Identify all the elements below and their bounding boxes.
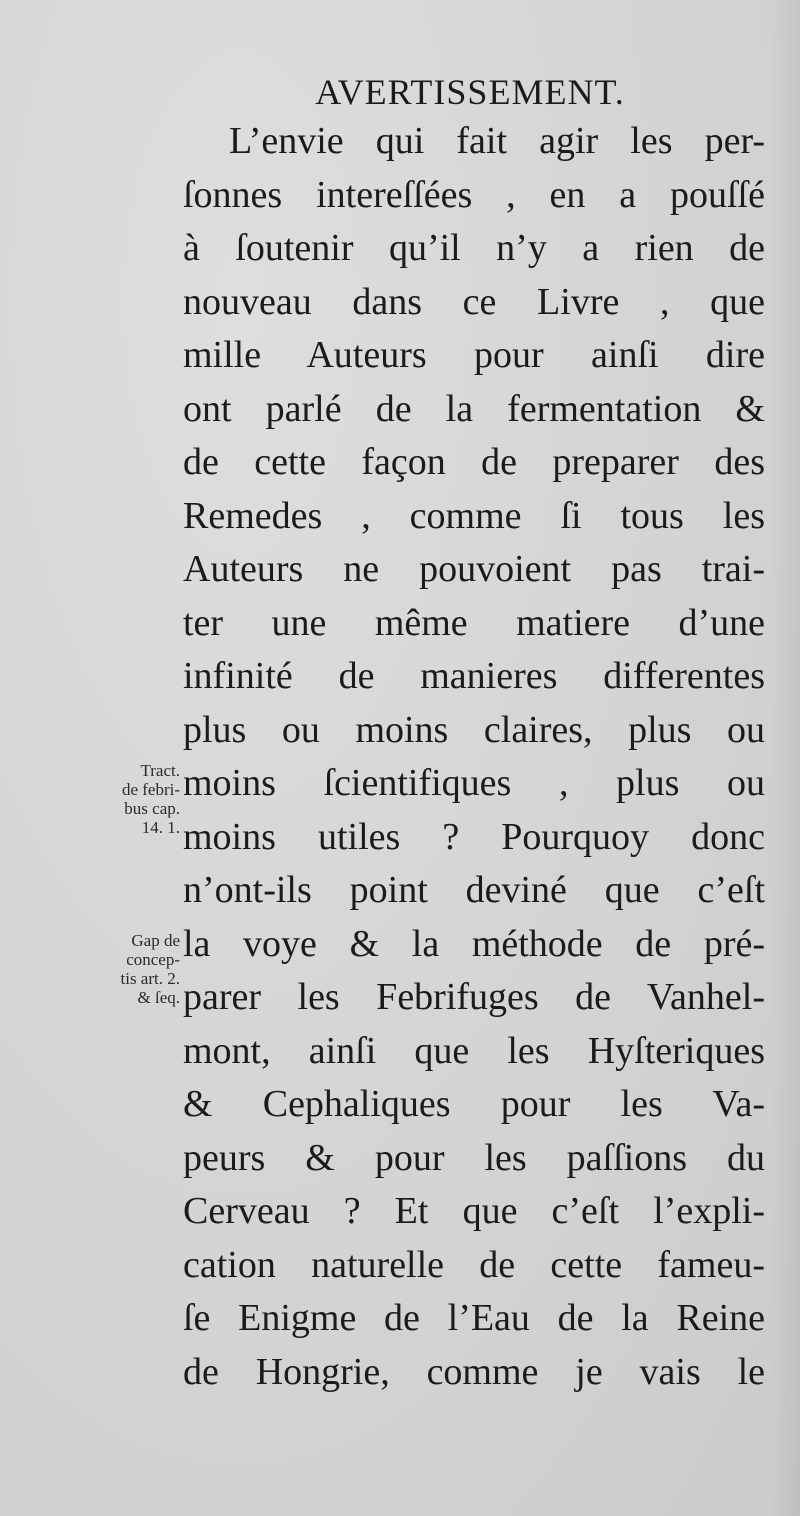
text-line: nouveau dans ce Livre , que — [183, 280, 765, 323]
text-line: ſonnes intereſſées , en a pouſſé — [183, 173, 765, 216]
text-line: plus ou moins claires, plus ou — [183, 708, 765, 751]
marginal-note-line: Gap de — [131, 931, 180, 950]
text-line: moins utiles ? Pourquoy donc — [183, 815, 765, 858]
text-line: n’ont-ils point deviné que c’eſt — [183, 869, 765, 911]
text-line: ter une même matiere d’une — [183, 601, 765, 644]
marginal-note-line: & ſeq. — [137, 988, 180, 1007]
text-line: infinité de manieres differentes — [183, 655, 765, 697]
text-line: peurs & pour les paſſions du — [183, 1136, 765, 1179]
text-line: mille Auteurs pour ainſi dire — [183, 334, 765, 376]
text-line: Remedes , comme ſi tous les — [183, 494, 765, 537]
text-line: ſe Enigme de l’Eau de la Reine — [183, 1297, 765, 1339]
marginal-note-line: tis art. 2. — [120, 969, 180, 988]
text-line: de cette façon de preparer des — [183, 441, 765, 483]
marginal-note-line: 14. 1. — [141, 818, 180, 837]
text-line: de Hongrie, comme je vais le — [183, 1350, 765, 1393]
marginal-note — [60, 761, 180, 837]
marginal-note-line: concep- — [126, 950, 180, 969]
text-line: moins ſcientifiques , plus ou — [183, 762, 765, 804]
text-line: parer les Febrifuges de Vanhel- — [183, 976, 765, 1018]
text-line: la voye & la méthode de pré- — [183, 922, 765, 965]
text-line: mont, ainſi que les Hyſteriques — [183, 1029, 765, 1072]
body-text — [183, 115, 765, 1399]
text-line: & Cephaliques pour les Va- — [183, 1083, 765, 1125]
text-line: cation naturelle de cette fameu- — [183, 1243, 765, 1286]
marginal-note-line: Tract. — [140, 761, 180, 780]
page-edge-shadow — [770, 0, 800, 1516]
marginal-note-line: de febri- — [121, 780, 180, 799]
marginal-note-line: bus cap. — [124, 799, 180, 818]
text-line: L’envie qui fait agir les per- — [229, 120, 765, 162]
text-line: Auteurs ne pouvoient pas trai- — [183, 548, 765, 590]
text-line: Cerveau ? Et que c’eſt l’expli- — [183, 1190, 765, 1232]
text-line: ont parlé de la fermentation & — [183, 387, 765, 430]
text-line: à ſoutenir qu’il n’y a rien de — [183, 227, 765, 269]
page-heading: AVERTISSEMENT. — [315, 72, 625, 112]
marginal-note — [60, 931, 180, 1007]
